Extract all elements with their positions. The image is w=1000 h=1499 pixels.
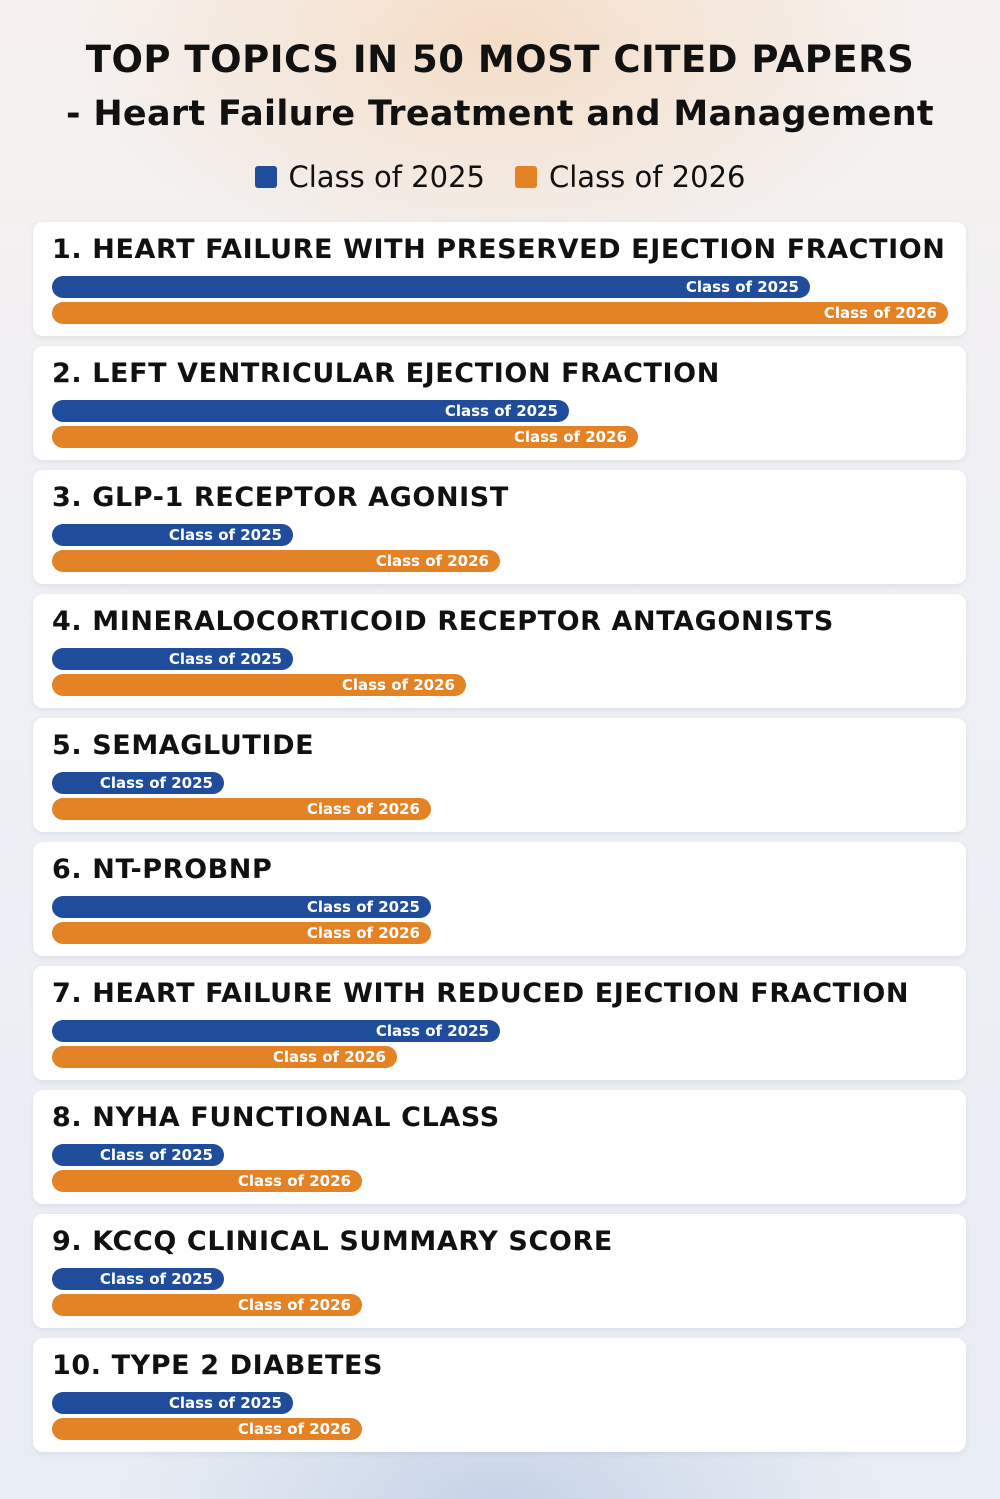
bar-2025 xyxy=(52,400,569,422)
topic-card xyxy=(33,222,966,336)
bar-label-2025: Class of 2025 xyxy=(444,402,558,420)
bar-2025 xyxy=(52,896,431,918)
bar-2025 xyxy=(52,1020,500,1042)
bar-2025 xyxy=(52,648,293,670)
bar-label-2026: Class of 2026 xyxy=(237,1296,351,1314)
bar-2026 xyxy=(52,302,948,324)
bar-label-2026: Class of 2026 xyxy=(341,676,455,694)
topic-title: 5. SEMAGLUTIDE xyxy=(52,730,315,761)
topic-title: 3. GLP-1 RECEPTOR AGONIST xyxy=(52,482,509,513)
bar-label-2026: Class of 2026 xyxy=(272,1048,386,1066)
bar-2026 xyxy=(52,550,500,572)
bar-2026 xyxy=(52,1294,362,1316)
topic-card xyxy=(33,1338,966,1452)
bar-label-2025: Class of 2025 xyxy=(99,1270,213,1288)
bar-label-2026: Class of 2026 xyxy=(823,304,937,322)
topic-title: 4. MINERALOCORTICOID RECEPTOR ANTAGONISTS xyxy=(52,606,834,637)
bar-2025 xyxy=(52,1268,224,1290)
legend-item-2025 xyxy=(255,160,486,194)
topic-card xyxy=(33,470,966,584)
topic-card xyxy=(33,346,966,460)
bar-2026 xyxy=(52,426,638,448)
topic-title: 1. HEART FAILURE WITH PRESERVED EJECTION FRACTION xyxy=(52,234,946,265)
bar-2026 xyxy=(52,1418,362,1440)
bar-2026 xyxy=(52,1046,397,1068)
bar-label-2025: Class of 2025 xyxy=(168,526,282,544)
topic-card xyxy=(33,718,966,832)
bar-label-2026: Class of 2026 xyxy=(237,1420,351,1438)
topic-title: 6. NT-PROBNP xyxy=(52,854,273,885)
bar-label-2026: Class of 2026 xyxy=(237,1172,351,1190)
topic-title: 8. NYHA FUNCTIONAL CLASS xyxy=(52,1102,500,1133)
bar-label-2026: Class of 2026 xyxy=(513,428,627,446)
bar-label-2026: Class of 2026 xyxy=(306,800,420,818)
bar-label-2026: Class of 2026 xyxy=(375,552,489,570)
topic-card xyxy=(33,1090,966,1204)
bar-label-2025: Class of 2025 xyxy=(306,898,420,916)
bar-2026 xyxy=(52,798,431,820)
topic-card xyxy=(33,594,966,708)
bar-2025 xyxy=(52,1392,293,1414)
topic-title: 9. KCCQ CLINICAL SUMMARY SCORE xyxy=(52,1226,613,1257)
bar-2025 xyxy=(52,772,224,794)
legend-label-2025: Class of 2025 xyxy=(288,160,485,194)
bar-label-2025: Class of 2025 xyxy=(99,774,213,792)
bar-2025 xyxy=(52,276,810,298)
topic-title: 2. LEFT VENTRICULAR EJECTION FRACTION xyxy=(52,358,720,389)
legend-swatch-2026 xyxy=(515,166,537,188)
chart-subtitle: - Heart Failure Treatment and Management xyxy=(66,94,934,134)
bar-2026 xyxy=(52,922,431,944)
chart-title: TOP TOPICS IN 50 MOST CITED PAPERS xyxy=(85,38,915,81)
bar-label-2025: Class of 2025 xyxy=(168,650,282,668)
bar-2025 xyxy=(52,524,293,546)
topic-card xyxy=(33,842,966,956)
bar-label-2025: Class of 2025 xyxy=(168,1394,282,1412)
legend-swatch-2025 xyxy=(255,166,277,188)
bar-label-2025: Class of 2025 xyxy=(99,1146,213,1164)
topic-title: 10. TYPE 2 DIABETES xyxy=(52,1350,384,1381)
legend-item-2026 xyxy=(515,160,746,194)
bar-label-2025: Class of 2025 xyxy=(375,1022,489,1040)
bar-2026 xyxy=(52,1170,362,1192)
legend-label-2026: Class of 2026 xyxy=(549,160,746,194)
bar-2026 xyxy=(52,674,466,696)
topic-title: 7. HEART FAILURE WITH REDUCED EJECTION FRACTION xyxy=(52,978,910,1009)
bar-label-2025: Class of 2025 xyxy=(685,278,799,296)
topic-card xyxy=(33,1214,966,1328)
bar-label-2026: Class of 2026 xyxy=(306,924,420,942)
bar-2025 xyxy=(52,1144,224,1166)
topic-card xyxy=(33,966,966,1080)
legend xyxy=(0,160,1000,194)
